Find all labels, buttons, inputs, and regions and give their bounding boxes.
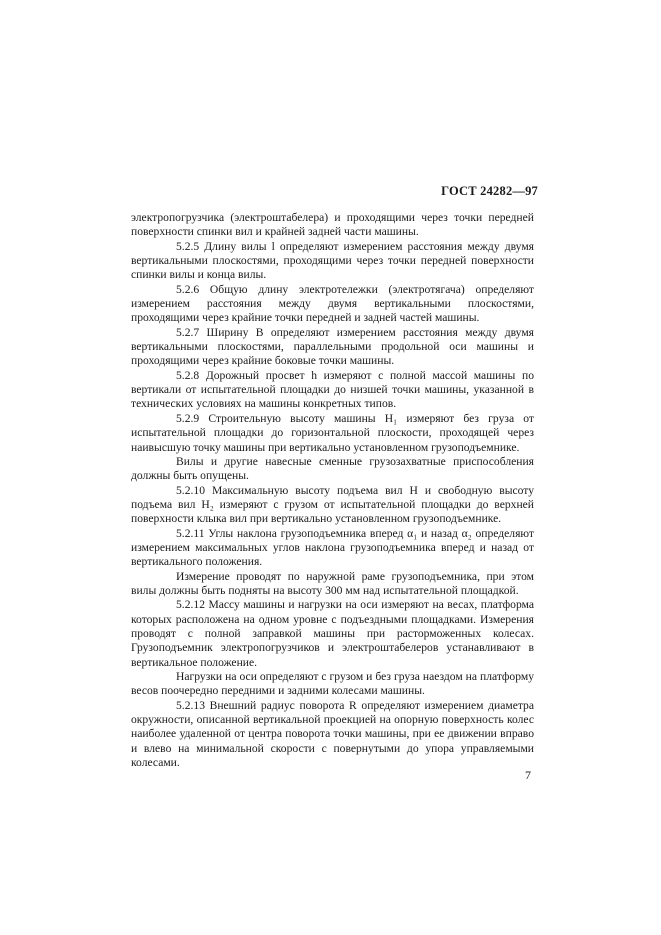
paragraph-5-2-11: 5.2.11 Углы наклона грузоподъемника вперед α₁ и назад α₂ определяют измерением максимальных углов наклона грузоподъемника вперед и назад от вертикального положения. (131, 526, 534, 569)
paragraph: Вилы и другие навесные сменные грузозахватные приспособления должны быть опущены. (131, 454, 534, 483)
paragraph: Измерение проводят по наружной раме грузоподъемника, при этом вилы должны быть подняты на высоту 300 мм над испытательной площадкой. (131, 569, 534, 597)
paragraph-5-2-10: 5.2.10 Максимальную высоту подъема вил H и свободную высоту подъема вил H₂ измеряют с грузом от испытательной площадки до верхней поверхности клыка вил при вертикально установленном грузоподъемнике. (131, 483, 534, 526)
page-number: 7 (525, 768, 531, 782)
paragraph-5-2-7: 5.2.7 Ширину B определяют измерением расстояния между двумя вертикальными плоскостями, параллельными продольной оси машины и проходящими через крайние боковые точки машины. (131, 325, 534, 368)
paragraph-5-2-12: 5.2.12 Массу машины и нагрузки на оси измеряют на весах, платформа которых расположена на одном уровне с подъездными площадками. Измерения проводят с полной заправкой машины при расторможенных колесах. Грузоподъемник электропогрузчиков и электроштабелеров устанавливают в вертикальное положение. (131, 598, 534, 669)
paragraph-5-2-9: 5.2.9 Строительную высоту машины H₁ измеряют без груза от испытательной площадки до горизонтальной плоскости, проходящей через наивысшую точку машины при вертикально установленном грузоподъемнике. (131, 411, 534, 454)
paragraph: Нагрузки на оси определяют с грузом и без груза наездом на платформу весов поочередно передними и задними колесами машины. (131, 670, 534, 698)
body-text (131, 211, 534, 770)
paragraph-5-2-5: 5.2.5 Длину вилы l определяют измерением расстояния между двумя вертикальными плоскостями, проходящими через точки передней поверхности спинки вилы и конца вилы. (131, 239, 534, 282)
paragraph-5-2-8: 5.2.8 Дорожный просвет h измеряют с полной массой машины по вертикали от испытательной площадки до низшей точки машины, указанной в технических условиях на машины конкретных типов. (131, 368, 534, 411)
paragraph-5-2-6: 5.2.6 Общую длину электротележки (электротягача) определяют измерением расстояния между двумя вертикальными плоскостями, проходящими через крайние точки передней и задней частей машины. (131, 282, 534, 325)
document-code-header: ГОСТ 24282—97 (441, 184, 538, 198)
paragraph: электропогрузчика (электроштабелера) и проходящими через точки передней поверхности спинки вил и крайней задней части машины. (131, 211, 534, 239)
paragraph-5-2-13: 5.2.13 Внешний радиус поворота R определяют измерением диаметра окружности, описанной вертикальной проекцией на опорную поверхность колес наиболее удаленной от центра поворота точки машины, при ее движении вправо и влево на минимальной скорости с повернутыми до упора управляемыми колесами. (131, 698, 534, 770)
